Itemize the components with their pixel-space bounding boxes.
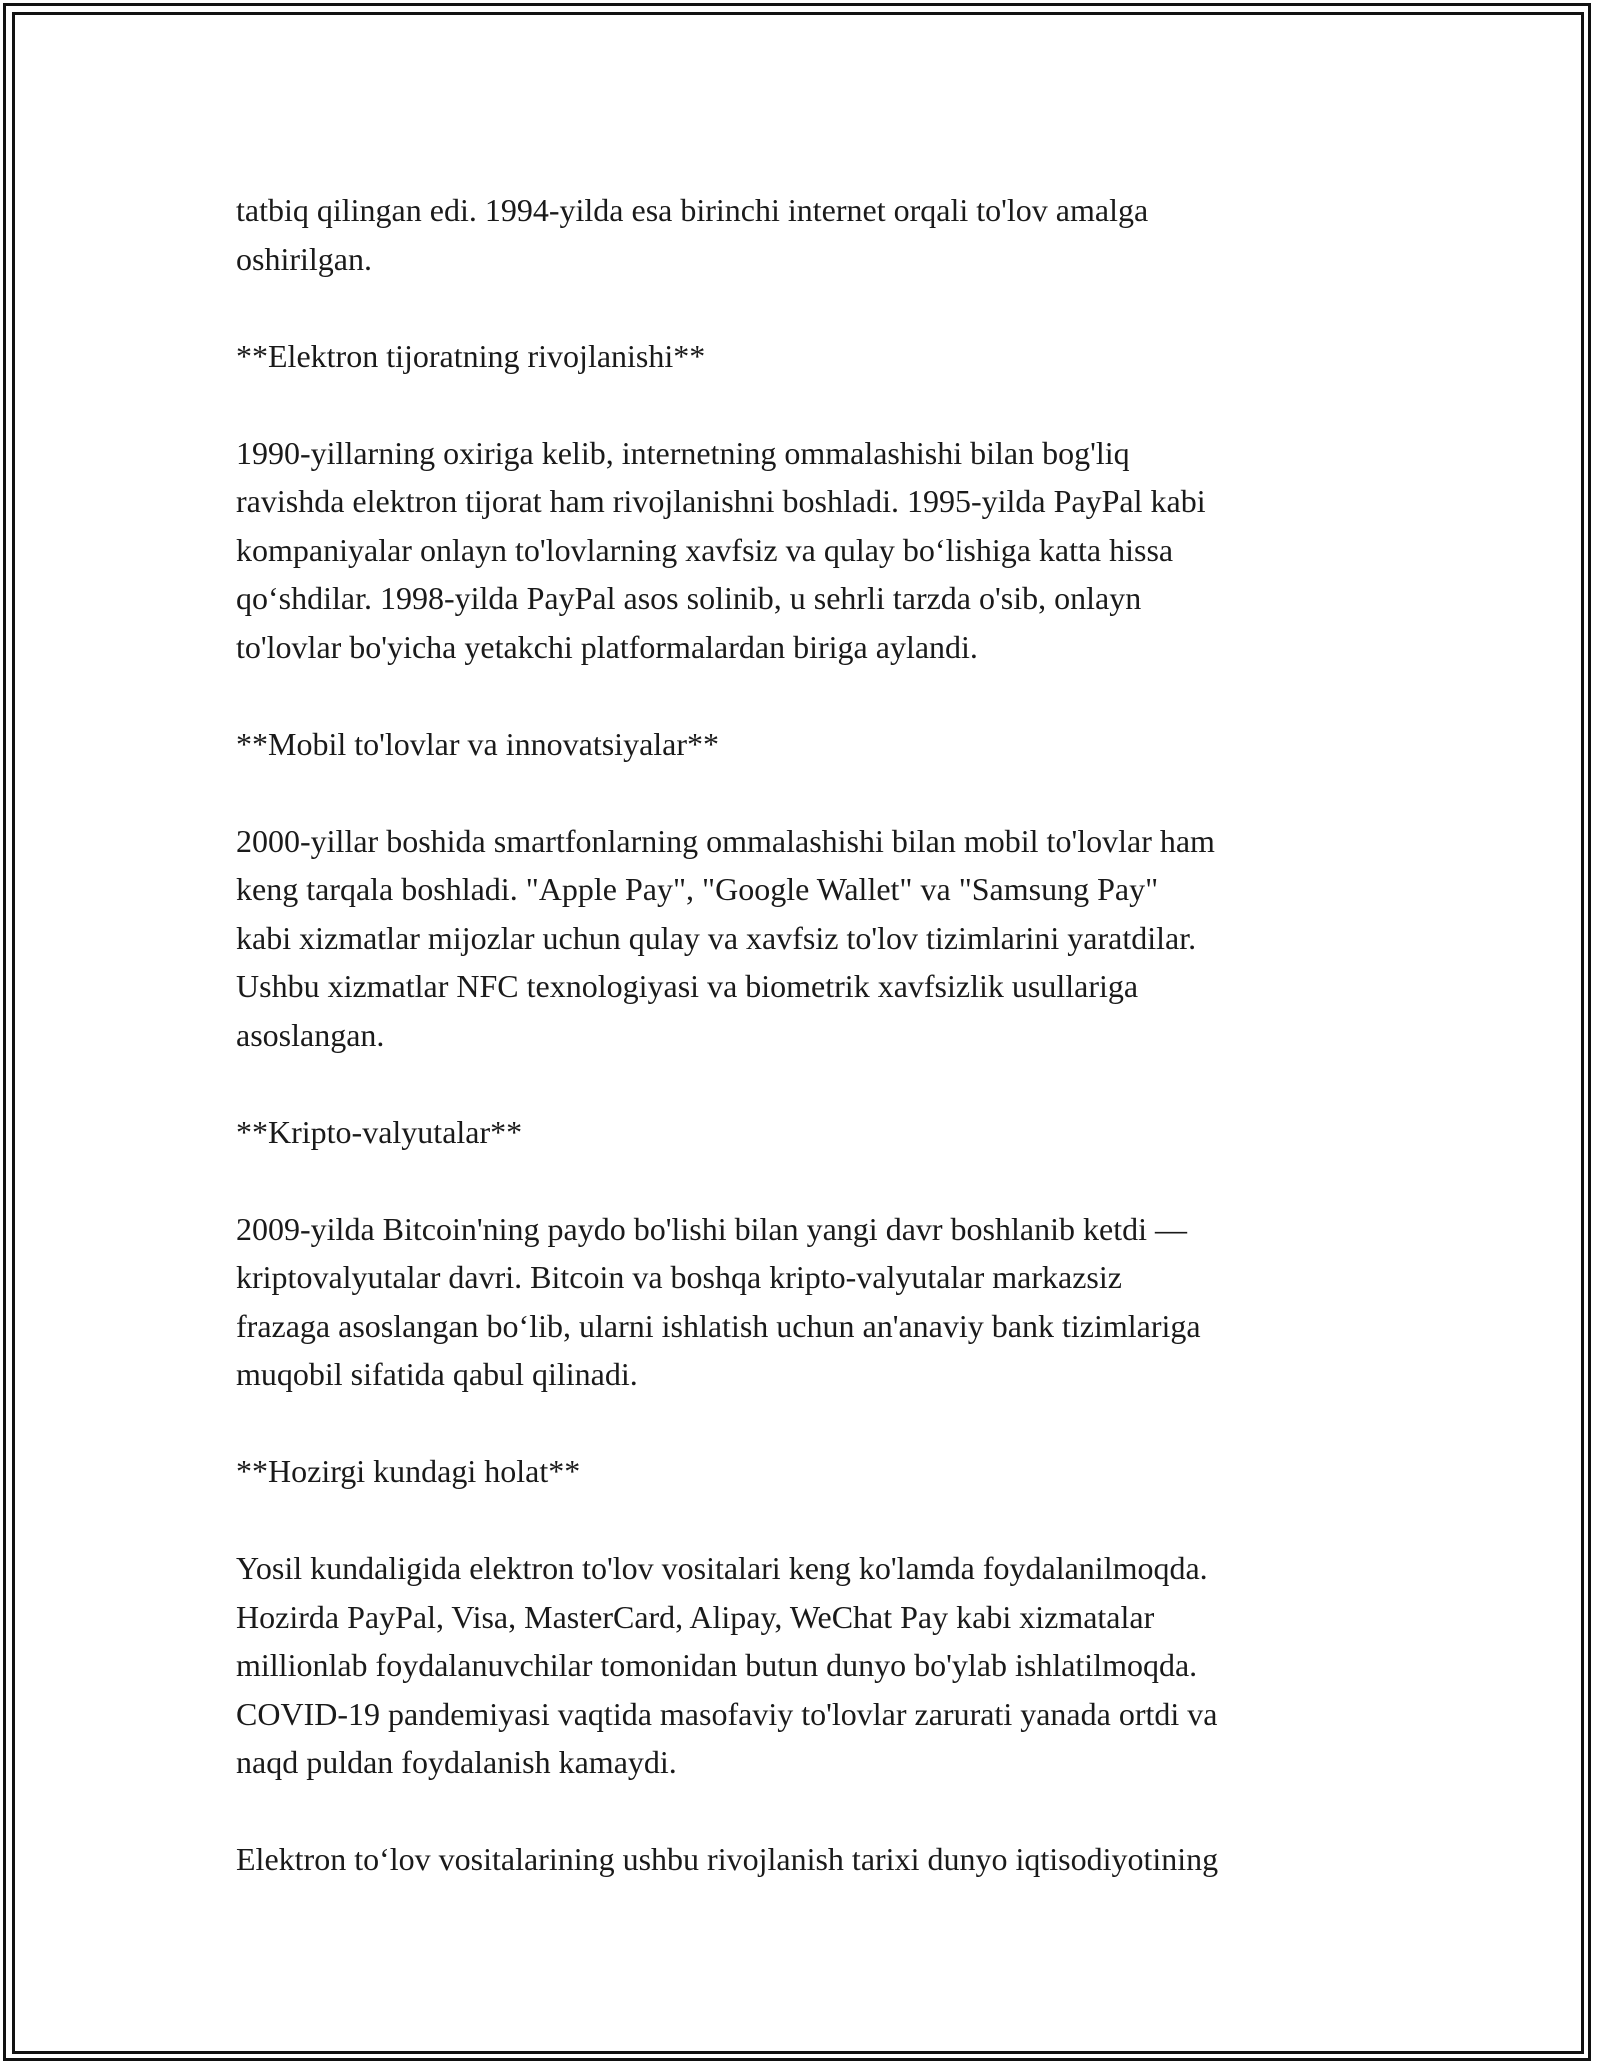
document-body [236,186,1396,1932]
heading-mobile-payments: **Mobil to'lovlar va innovatsiyalar** [236,725,720,762]
paragraph-conclusion-start: Elektron to‘lov vositalarining ushbu rivojlanish tarixi dunyo iqtisodiyotining [236,1841,1219,1877]
paragraph-ecommerce: 1990-yillarning oxiriga kelib, internetning ommalashishi bilan bog'liq ravishda elektron tijorat ham rivojlanishni boshladi. 1995-yilda PayPal kabi kompaniyalar onlayn to'lovlarning xavfsiz va qulay bo‘lishiga katta hissa qo‘shdilar. 1998-yilda PayPal asos solinib, u sehrli tarzda o'sib, onlayn to'lovlar bo'yicha yetakchi platformalardan biriga aylandi. [236,434,1206,665]
paragraph-intro-continued: tatbiq qilingan edi. 1994-yilda esa birinchi internet orqali to'lov amalga oshirilgan. [236,192,1149,277]
heading-crypto: **Kripto-valyutalar** [236,1113,523,1150]
paragraph-current-state: Yosil kundaligida elektron to'lov vositalari keng ko'lamda foydalanilmoqda. Hozirda PayPal, Visa, MasterCard, Alipay, WeChat Pay kabi xizmatalar millionlab foydalanuvchilar tomonidan butun dunyo bo'ylab ishlatilmoqda. COVID-19 pandemiyasi vaqtida masofaviy to'lovlar zarurati yanada ortdi va naqd puldan foydalanish kamaydi. [236,1550,1218,1780]
paragraph-mobile-payments: 2000-yillar boshida smartfonlarning ommalashishi bilan mobil to'lovlar ham keng tarqala boshladi. "Apple Pay", "Google Wallet" va "Samsung Pay" kabi xizmatlar mijozlar uchun qulay va xavfsiz to'lov tizimlarini yaratdilar. Ushbu xizmatlar NFC texnologiyasi va biometrik xavfsizlik usullariga asoslangan. [236,822,1215,1053]
paragraph-crypto: 2009-yilda Bitcoin'ning paydo bo'lishi bilan yangi davr boshlanib ketdi — kriptovalyutalar davri. Bitcoin va boshqa kripto-valyutalar markazsiz frazaga asoslangan bo‘lib, ularni ishlatish uchun an'anaviy bank tizimlariga muqobil sifatida qabul qilinadi. [236,1210,1201,1392]
heading-current-state: **Hozirgi kundagi holat** [236,1453,581,1489]
heading-ecommerce-development: **Elektron tijoratning rivojlanishi** [236,337,706,374]
